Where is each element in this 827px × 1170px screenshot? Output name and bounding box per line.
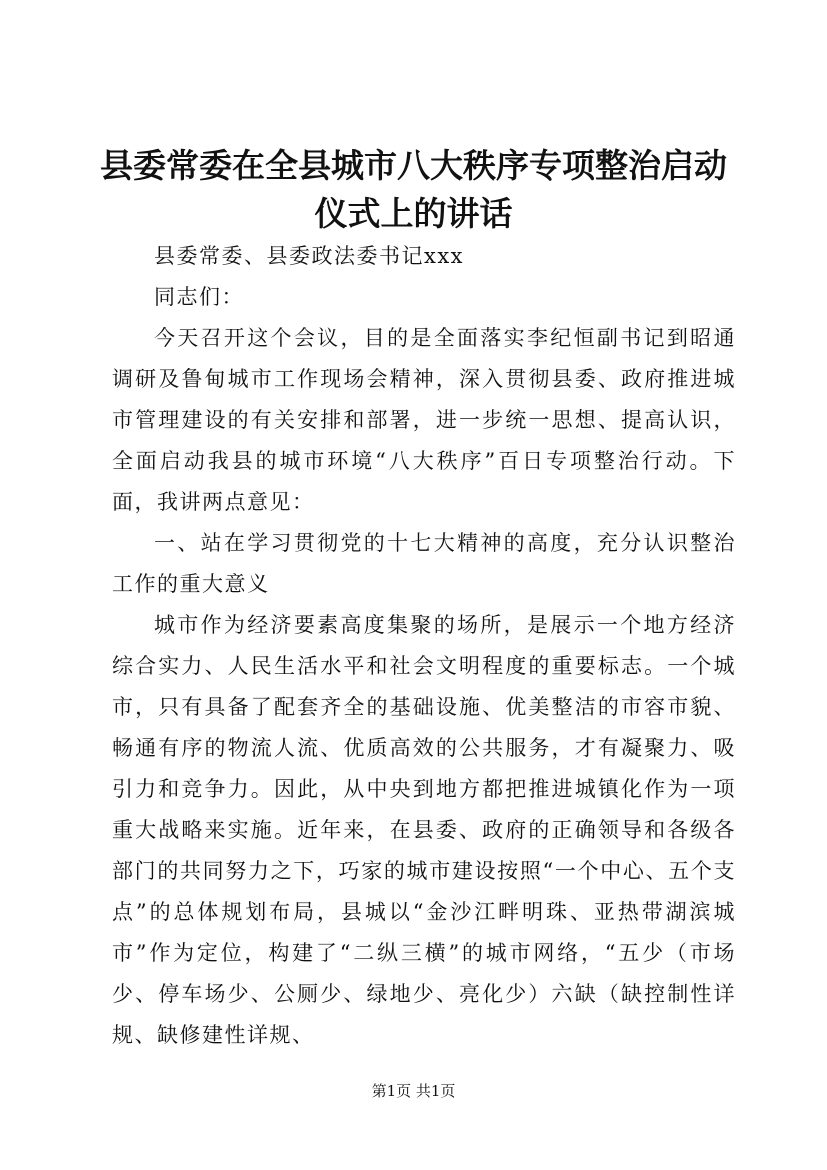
salutation: 同志们： xyxy=(154,285,244,309)
document-title: 县委常委在全县城市八大秩序专项整治启动仪式上的讲话 xyxy=(100,146,727,233)
speaker-line: 县委常委、县委政法委书记xxx xyxy=(154,244,465,268)
body-paragraph: 今天召开这个会议，目的是全面落实李纪恒副书记到昭通调研及鲁甸城市工作现场会精神，深入贯彻县委、政府推进城市管理建设的有关安排和部署，进一步统一思想、提高认识，全面启动我县的城市环境“八大秩序”百日专项整治行动。下面，我讲两点意见： xyxy=(112,326,736,514)
section-heading: 一、站在学习贯彻党的十七大精神的高度，充分认识整治工作的重大意义 xyxy=(112,531,736,596)
body-paragraph: 城市作为经济要素高度集聚的场所，是展示一个地方经济综合实力、人民生活水平和社会文明程度的重要标志。一个城市，只有具备了配套齐全的基础设施、优美整洁的市容市貌、畅通有序的物流人流、优质高效的公共服务，才有凝聚力、吸引力和竞争力。因此，从中央到地方都把推进城镇化作为一项重大战略来实施。近年来，在县委、政府的正确领导和各级各部门的共同努力之下，巧家的城市建设按照“一个中心、五个支点”的总体规划布局，县城以“金沙江畔明珠、亚热带湖滨城市”作为定位，构建了“二纵三横”的城市网络，“五少（市场少、停车场少、公厕少、绿地少、亮化少）六缺（缺控制性详规、缺修建性详规、 xyxy=(112,613,736,1047)
page-footer: 第1页 共1页 xyxy=(371,1082,456,1100)
document-body xyxy=(112,236,736,1056)
